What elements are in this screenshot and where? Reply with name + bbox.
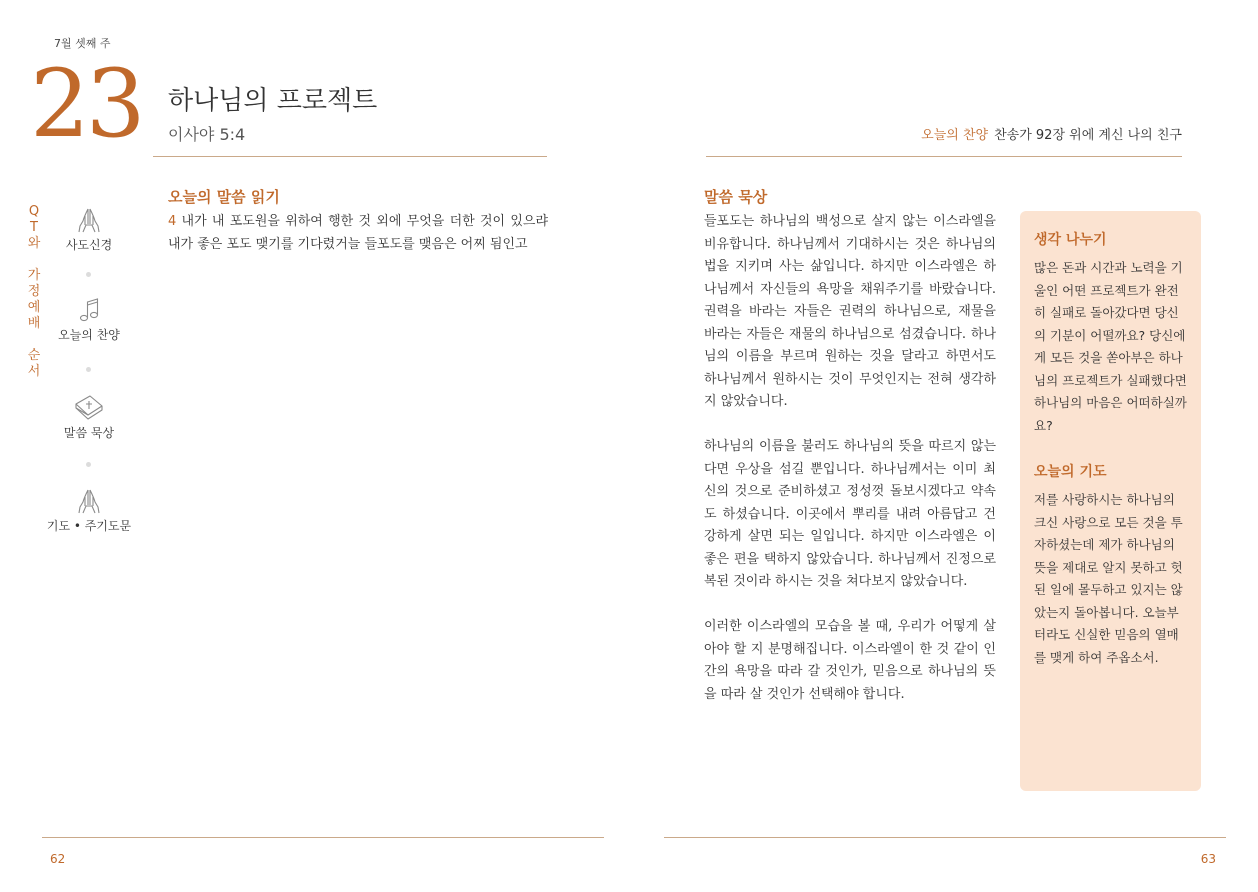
nav-item-todays-hymn (46, 296, 132, 343)
bible-icon (73, 392, 105, 422)
verse-text: 내가 내 포도원을 위하여 행한 것 외에 무엇을 더한 것이 있으랴 내가 좋은 포도 맺기를 기다렸거늘 들포도를 맺음은 어찌 됨인고 (168, 214, 548, 252)
week-label: 7월 셋째 주 (54, 37, 111, 50)
share-thoughts-heading: 생각 나누기 (1034, 232, 1107, 248)
todays-prayer-heading: 오늘의 기도 (1034, 464, 1107, 480)
reading-heading: 오늘의 말씀 읽기 (168, 188, 280, 206)
footer-divider-left (42, 837, 604, 838)
meditation-paragraph: 하나님의 이름을 불러도 하나님의 뜻을 따르지 않는다면 우상을 섬길 뿐입니다. 하나님께서는 이미 최신의 것으로 준비하셨고 정성껏 돌보시겠다고 약속도 하셨습니다. 이곳에서 뿌리를 내려 아름답고 건강하게 살면 되는 일입니다. 하지만 이스라엘은 이 좋은 편을 택하지 않았습니다. 하나님께서 진정으로 복된 것이라 하시는 것을 쳐다보지 않았습니다. (704, 439, 996, 589)
nav-separator-dot (86, 462, 91, 467)
page-number-left: 62 (50, 852, 66, 866)
praying-hands-icon (74, 487, 104, 515)
nav-item-meditation (46, 392, 132, 441)
page-title: 하나님의 프로젝트 (168, 86, 378, 116)
side-char: Q (28, 204, 40, 219)
side-char: 와 (27, 236, 41, 251)
side-char: 정 (27, 284, 41, 299)
day-number: 23 (30, 50, 142, 159)
scripture-reference: 이사야 5:4 (168, 125, 246, 144)
music-note-icon (74, 296, 104, 324)
nav-item-label: 기도 • 주기도문 (46, 519, 132, 533)
nav-separator-dot (86, 367, 91, 372)
side-char: 서 (27, 364, 41, 379)
verse-number: 4 (168, 214, 177, 229)
hymn-label: 오늘의 찬양 (921, 128, 989, 143)
footer-divider-right (664, 837, 1226, 838)
nav-item-prayer (46, 487, 132, 534)
header-divider-left (153, 156, 547, 157)
meditation-heading: 말씀 묵상 (704, 188, 768, 206)
nav-item-label: 말씀 묵상 (63, 426, 115, 440)
side-vertical-label (27, 204, 41, 380)
meditation-paragraph: 들포도는 하나님의 백성으로 살지 않는 이스라엘을 비유합니다. 하나님께서 기대하시는 것은 하나님의 법을 지키며 사는 삶입니다. 하지만 이스라엘은 하나님께서 자신들의 욕망을 채워주기를 바랐습니다. 권력을 바라는 자들은 권력의 하나님으로, 재물을 바라는 자들은 재물의 하나님으로 섬겼습니다. 하나님의 이름을 부르며 원하는 것을 달라고 하면서도 하나님께서 원하시는 것이 무엇인지는 전혀 생각하지 않았습니다. (704, 214, 996, 409)
nav-separator-dot (86, 272, 91, 277)
side-char: 배 (27, 316, 41, 331)
praying-hands-icon (74, 206, 104, 234)
scripture-passage (168, 211, 548, 256)
todays-hymn-line (921, 124, 1182, 143)
side-char (27, 332, 41, 348)
nav-item-label: 오늘의 찬양 (58, 328, 120, 342)
meditation-paragraph: 이러한 이스라엘의 모습을 볼 때, 우리가 어떻게 살아야 할 지 분명해집니다. 이스라엘이 한 것 같이 인간의 욕망을 따라 갈 것인가, 믿음으로 하나님의 뜻을 따라 살 것인가 선택해야 합니다. (704, 619, 996, 702)
side-char: 가 (27, 268, 41, 283)
side-char: 순 (27, 348, 41, 363)
reflection-sidebar (1020, 211, 1201, 791)
hymn-title: 찬송가 92장 위에 계신 나의 친구 (994, 128, 1182, 143)
side-char: T (30, 220, 38, 235)
side-char: 예 (27, 300, 41, 315)
header-divider-right (706, 156, 1182, 157)
side-char (27, 252, 41, 268)
page-number-right: 63 (1200, 852, 1216, 866)
nav-item-label: 사도신경 (65, 238, 113, 252)
nav-item-apostles-creed (46, 206, 132, 253)
meditation-body (704, 211, 996, 706)
todays-prayer-text: 저를 사랑하시는 하나님의 크신 사랑으로 모든 것을 투자하셨는데 제가 하나님의 뜻을 제대로 알지 못하고 헛된 일에 몰두하고 있지는 않았는지 돌아봅니다. 오늘부터라도 신실한 믿음의 열매를 맺게 하여 주옵소서. (1034, 492, 1183, 665)
share-thoughts-text: 많은 돈과 시간과 노력을 기울인 어떤 프로젝트가 완전히 실패로 돌아갔다면 당신의 기분이 어떨까요? 당신에게 모든 것을 쏟아부은 하나님의 프로젝트가 실패했다면 하나님의 마음은 어떠하실까요? (1034, 260, 1187, 433)
